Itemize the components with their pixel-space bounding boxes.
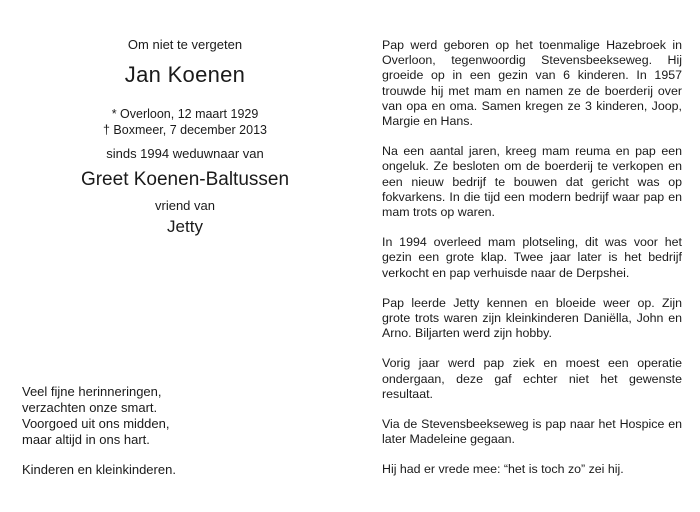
poem — [22, 384, 322, 448]
signoff: Kinderen en kleinkinderen. — [22, 462, 176, 477]
spouse-name: Greet Koenen-Baltussen — [80, 169, 290, 190]
widower-line: sinds 1994 weduwnaar van — [106, 146, 264, 161]
story-paragraph: Pap leerde Jetty kennen en bloeide weer op. Zijn grote trots waren zijn kleinkinderen Daniëlla, John en Arno. Biljarten werd zijn hobby. — [382, 295, 682, 341]
birth-line: * Overloon, 12 maart 1929 — [111, 107, 259, 121]
poem-line: maar altijd in ons hart. — [22, 432, 150, 447]
poem-line: Voorgoed uit ons midden, — [22, 416, 170, 431]
intro-text: Om niet te vergeten — [127, 37, 243, 52]
friend-name: Jetty — [167, 217, 203, 236]
story-paragraph: Vorig jaar werd pap ziek en moest een operatie ondergaan, deze gaf echter niet het gewenste resultaat. — [382, 356, 682, 401]
life-story — [382, 38, 682, 493]
story-paragraph: Na een aantal jaren, kreeg mam reuma en pap een ongeluk. Ze besloten om de boerderij te verkopen en een nieuw bedrijf te bouwen dat gericht was op fokvarkens. In die tijd een modern bedrijf waar pap en mam trots op waren. — [382, 144, 682, 220]
story-paragraph: Hij had er vrede mee: “het is toch zo” zei hij. — [382, 462, 624, 477]
story-paragraph: Pap werd geboren op het toenmalige Hazebroek in Overloon, tegenwoordig Stevensbeekseweg. Hij groeide op in een gezin van 6 kinderen. In 1957 trouwde hij met mam en namen ze de boerderij over van opa en oma. Samen kregen ze 3 kinderen, Joop, Margie en Hans. — [382, 38, 682, 129]
story-paragraph: Via de Stevensbeekseweg is pap naar het Hospice en later Madeleine gegaan. — [382, 417, 682, 447]
friend-label: vriend van — [155, 198, 215, 213]
deceased-name: Jan Koenen — [124, 62, 246, 87]
poem-line: verzachten onze smart. — [22, 400, 158, 415]
death-line: † Boxmeer, 7 december 2013 — [103, 123, 267, 137]
poem-line: Veel fijne herinneringen, — [22, 384, 162, 399]
story-paragraph: In 1994 overleed mam plotseling, dit was voor het gezin een grote klap. Twee jaar later is het bedrijf verkocht en pap verhuisde naar de Derpshei. — [382, 235, 682, 280]
life-dates — [30, 106, 340, 138]
